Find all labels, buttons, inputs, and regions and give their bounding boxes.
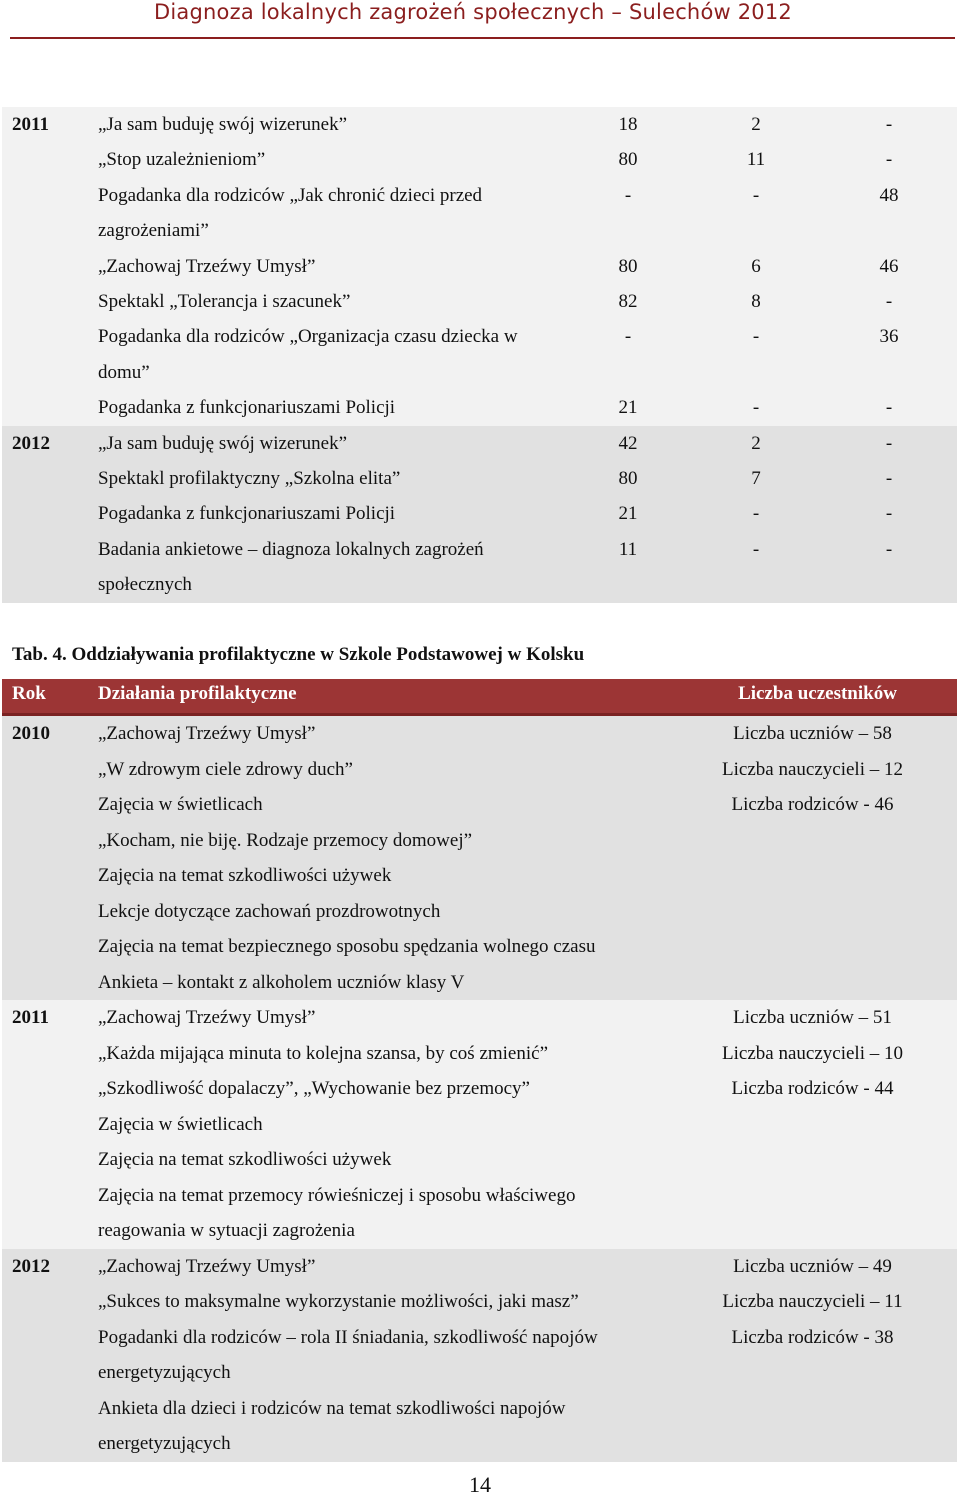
action-line: Pogadanki dla rodziców – rola II śniadania, szkodliwość napojów <box>98 1326 598 1348</box>
participant-count: Liczba uczniów – 51 <box>733 1007 892 1028</box>
action-line: reagowania w sytuacji zagrożenia <box>98 1220 355 1241</box>
activity-line: Pogadanka z funkcjonariuszami Policji <box>98 397 396 419</box>
count-cell: 21 <box>618 397 638 419</box>
activity-line: domu” <box>98 361 150 383</box>
header-year: Rok <box>12 683 46 704</box>
action-line: „Kocham, nie biję. Rodzaje przemocy domowej” <box>98 829 473 851</box>
activity-line: „Stop uzależnieniom” <box>98 149 266 171</box>
action-line: „Każda mijająca minuta to kolejna szansa, by coś zmienić” <box>98 1042 549 1064</box>
activity-name <box>98 426 568 461</box>
count-cell: - <box>885 291 893 313</box>
count-cell: - <box>885 432 893 454</box>
year-cell <box>2 426 98 603</box>
year-label: 2012 <box>12 432 50 454</box>
action-line: Zajęcia na temat przemocy rówieśniczej i sposobu właściwego <box>98 1184 576 1206</box>
count-cell: 7 <box>751 468 761 490</box>
count-cell: - <box>885 114 893 135</box>
table-header-row <box>2 679 957 716</box>
activity-line: „Ja sam buduję swój wizerunek” <box>98 432 348 454</box>
activity-name <box>98 532 568 603</box>
count-cell: 6 <box>751 255 761 277</box>
count-cell: 80 <box>618 468 638 490</box>
activity-name <box>98 284 568 319</box>
activity-line: społecznych <box>98 574 192 596</box>
count-cell: 11 <box>618 538 638 560</box>
count-cell: - <box>624 326 632 348</box>
page-number: 14 <box>469 1472 491 1497</box>
table-row <box>98 496 957 531</box>
group-rows <box>98 107 957 426</box>
count-cell: - <box>885 397 893 419</box>
participant-count: Liczba nauczycieli – 12 <box>722 758 903 780</box>
table-group <box>2 1249 957 1462</box>
participant-count: Liczba uczniów – 58 <box>733 723 892 744</box>
table-row <box>98 284 957 319</box>
action-line: „Szkodliwość dopalaczy”, „Wychowanie bez przemocy” <box>98 1078 530 1099</box>
count-cell: 2 <box>751 432 761 454</box>
activities-table-continued <box>2 107 957 603</box>
action-line: energetyzujących <box>98 1362 231 1383</box>
action-line: Zajęcia na temat szkodliwości używek <box>98 1149 392 1170</box>
count-cell: 18 <box>618 114 638 135</box>
header-title: Diagnoza lokalnych zagrożeń społecznych – Sulechów 2012 <box>154 0 792 24</box>
participants-cell <box>678 1249 957 1462</box>
action-line: Zajęcia w świetlicach <box>98 794 263 815</box>
table-caption: Tab. 4. Oddziaływania profilaktyczne w Szkole Podstawowej w Kolsku <box>12 644 585 665</box>
group-rows <box>98 426 957 603</box>
table-row <box>98 107 957 142</box>
count-cell: - <box>752 503 760 525</box>
year-cell: 2012 <box>12 1255 50 1277</box>
action-line: „Sukces to maksymalne wykorzystanie możliwości, jaki masz” <box>98 1291 579 1312</box>
activity-name <box>98 107 568 142</box>
year-cell: 2011 <box>12 1007 49 1028</box>
action-line: Zajęcia na temat bezpiecznego sposobu spędzania wolnego czasu <box>98 936 596 957</box>
year-cell <box>2 107 98 426</box>
action-line: „Zachowaj Trzeźwy Umysł” <box>98 723 316 744</box>
page-header <box>0 0 960 40</box>
actions-cell <box>98 1249 678 1462</box>
activity-line: „Zachowaj Trzeźwy Umysł” <box>98 255 316 277</box>
count-cell: 36 <box>879 326 899 348</box>
activity-line: „Ja sam buduję swój wizerunek” <box>98 114 348 135</box>
activity-name <box>98 390 568 425</box>
count-cell: 2 <box>751 114 761 135</box>
table-group <box>2 426 957 603</box>
table-row <box>98 142 957 177</box>
activity-name <box>98 178 568 249</box>
action-line: energetyzujących <box>98 1433 231 1454</box>
participant-count: Liczba nauczycieli – 11 <box>722 1291 903 1312</box>
count-cell: - <box>752 538 760 560</box>
table-row <box>98 461 957 496</box>
count-cell: 21 <box>618 503 638 525</box>
header-actions: Działania profilaktyczne <box>98 683 297 704</box>
action-line: „Zachowaj Trzeźwy Umysł” <box>98 1007 316 1028</box>
table-group <box>2 716 957 1000</box>
activity-line: Pogadanka dla rodziców „Jak chronić dzieci przed <box>98 184 483 206</box>
table-row <box>98 249 957 284</box>
activity-line: zagrożeniami” <box>98 220 209 242</box>
participant-count: Liczba rodziców - 46 <box>731 794 894 815</box>
activity-name <box>98 142 568 177</box>
count-cell: 8 <box>751 291 761 313</box>
table-row <box>98 426 957 461</box>
participant-count: Liczba uczniów – 49 <box>733 1255 892 1277</box>
activity-line: Spektakl profilaktyczny „Szkolna elita” <box>98 468 401 490</box>
count-cell: 42 <box>618 432 638 454</box>
activity-name <box>98 496 568 531</box>
activity-line: Pogadanka dla rodziców „Organizacja czasu dziecka w <box>98 326 518 348</box>
count-cell: 48 <box>879 184 899 206</box>
kolsko-activities-table <box>2 679 957 1462</box>
action-line: Ankieta dla dzieci i rodziców na temat szkodliwości napojów <box>98 1397 566 1419</box>
participants-cell <box>678 716 957 1000</box>
action-line: Ankieta – kontakt z alkoholem uczniów klasy V <box>98 971 465 993</box>
actions-cell <box>98 716 678 1000</box>
participant-count: Liczba nauczycieli – 10 <box>722 1042 903 1064</box>
activity-line: Spektakl „Tolerancja i szacunek” <box>98 291 351 313</box>
count-cell: - <box>885 538 893 560</box>
action-line: Lekcje dotyczące zachowań prozdrowotnych <box>98 900 441 922</box>
count-cell: - <box>885 149 893 171</box>
count-cell: - <box>885 503 893 525</box>
count-cell: - <box>752 326 760 348</box>
table-row <box>98 178 957 249</box>
count-cell: 80 <box>618 255 638 277</box>
table-group <box>2 107 957 426</box>
count-cell: 46 <box>879 255 899 277</box>
count-cell: - <box>752 184 760 206</box>
count-cell: - <box>885 468 893 490</box>
activity-name <box>98 461 568 496</box>
table-row <box>98 532 957 603</box>
participant-count: Liczba rodziców - 38 <box>731 1326 894 1348</box>
year-label: 2011 <box>12 114 49 135</box>
table-group <box>2 1000 957 1249</box>
header-participants: Liczba uczestników <box>738 683 897 704</box>
table-row <box>98 319 957 390</box>
year-cell: 2010 <box>12 723 50 744</box>
count-cell: 11 <box>746 149 766 171</box>
actions-cell <box>98 1000 678 1249</box>
activity-name <box>98 319 568 390</box>
count-cell: 82 <box>618 291 638 313</box>
activity-line: Pogadanka z funkcjonariuszami Policji <box>98 503 396 525</box>
table-row <box>98 390 957 425</box>
action-line: Zajęcia w świetlicach <box>98 1113 263 1135</box>
count-cell: - <box>624 184 632 206</box>
action-line: Zajęcia na temat szkodliwości używek <box>98 865 392 886</box>
participants-cell <box>678 1000 957 1249</box>
header-divider <box>10 37 955 39</box>
action-line: „Zachowaj Trzeźwy Umysł” <box>98 1255 316 1277</box>
count-cell: - <box>752 397 760 419</box>
table-body <box>2 716 957 1462</box>
activity-line: Badania ankietowe – diagnoza lokalnych zagrożeń <box>98 538 484 560</box>
count-cell: 80 <box>618 149 638 171</box>
action-line: „W zdrowym ciele zdrowy duch” <box>98 758 353 780</box>
activity-name <box>98 249 568 284</box>
participant-count: Liczba rodziców - 44 <box>731 1078 894 1099</box>
